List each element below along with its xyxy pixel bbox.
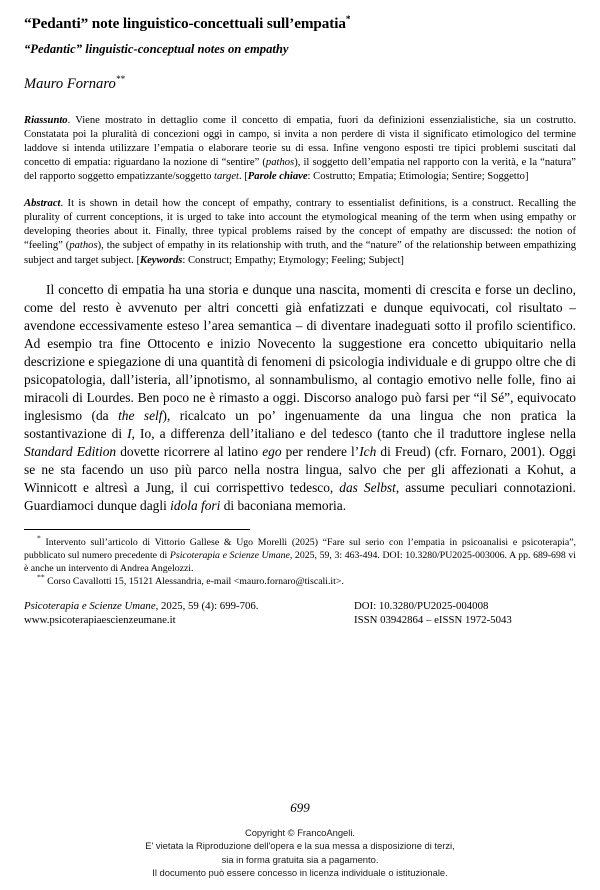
journal-website-row (24, 613, 576, 627)
body-text-8: di baconiana memoria. (220, 497, 347, 513)
abstract-italian-text-2: ), il soggetto dell’empatia nel rapporto con la verità, e la “natura” del rapporto soggetto empatizzante/soggetto (24, 157, 577, 183)
copyright-line-3: sia in forma gratuita sia a pagamento. (221, 853, 379, 865)
copyright-line-2: E' vietata la Riproduzione dell'opera e la sua messa a disposizione di terzi, (145, 840, 455, 852)
author-footnote-marker: ** (115, 73, 125, 84)
body-text-2: ), ricalcato un po’ ingenuamente da una lingua che non pratica la sostantivazione di (24, 407, 576, 441)
page-title (24, 14, 576, 33)
copyright-line-4: Il documento può essere concesso in licenza individuale o istituzionale. (152, 867, 448, 879)
page-content (24, 14, 576, 628)
footnotes-section (24, 533, 576, 588)
footnote-1-marker: * (37, 533, 41, 543)
body-italic-4: ego (262, 443, 282, 459)
footnote-1-journal-name: Psicoterapia e Scienze Umane (169, 549, 290, 561)
journal-website[interactable]: www.psicoterapiaescienzeumane.it (24, 614, 176, 627)
body-italic-5: Ich (359, 443, 377, 459)
abstract-english-text-1: . It is shown in detail how the concept of empathy, contrary to essentialist definitions, is a construct. Recalling the plurality of current conceptions, it is urged to take into account the etymological meaning of the term when using empathy or developing theories about it. Finally, three typical problems raised by the concept of empathy are discussed: the notion of “feeling” ( (24, 198, 576, 252)
subtitle-english (24, 42, 576, 58)
abstract-italian-italic-2: target (214, 171, 239, 183)
footnote-1-text-1: Intervento sull’articolo di Vittorio Gallese & Ugo Morelli (2025) “Fare sul serio con l’empatia in psicoanalisi e psicoterapia”, pubblicato sul numero precedente di (24, 536, 576, 561)
keywords-english-list: : Construct; Empathy; Etymology; Feeling; Subject] (182, 254, 404, 266)
journal-name: Psicoterapia e Scienze Umane (24, 600, 156, 613)
body-paragraph (24, 281, 576, 515)
abstract-italian (24, 114, 576, 184)
footnote-1 (24, 533, 576, 575)
title-english-text: “Pedantic” linguistic-conceptual notes on empathy (24, 42, 289, 56)
author-name: Mauro Fornaro (24, 75, 116, 92)
abstract-english-label: Abstract (24, 198, 61, 210)
footnote-1-text-2: , 2025, 59, 3: 463-494. DOI: 10.3280/PU2025-003006. A pp. 689-698 vi è anche un intervento di Andrea Angelozzi. (24, 549, 576, 574)
abstract-italian-label: Riassunto (24, 115, 68, 127)
journal-issn: ISSN 03942864 – eISSN 1972-5043 (354, 614, 512, 627)
abstract-italian-text-3: . [ (238, 171, 248, 183)
title-italian-text: “Pedanti” note linguistico-concettuali sull’empatia (24, 15, 346, 32)
journal-citation-row (24, 599, 576, 613)
body-italic-3: Standard Edition (24, 443, 117, 459)
journal-citation (24, 599, 354, 613)
body-italic-7: idola fori (170, 497, 221, 513)
footnote-2 (24, 572, 576, 588)
body-italic-2: I (127, 425, 132, 441)
abstract-italian-italic-1: pathos (265, 157, 295, 169)
title-footnote-marker: * (345, 14, 351, 25)
journal-footer (24, 599, 576, 628)
keywords-english-label: Keywords (140, 254, 183, 266)
body-text-5: per rendere l’ (281, 443, 360, 459)
footnote-separator-rule (24, 529, 250, 530)
body-italic-6: das Selbst (339, 479, 396, 495)
footnote-2-marker: ** (37, 572, 45, 582)
body-text-6: di Freud) (cfr. Fornaro, 2001). Oggi se ne sta facendo un uso più parco nella nostra lingua, salvo che per gli affezionati a Kohut, a Winnicott e altresì a Jung, il cui corrispettivo tedesco, (24, 443, 576, 495)
footnote-2-text: Corso Cavallotti 15, 15121 Alessandria, e-mail <mauro.fornaro@tiscali.it>. (44, 576, 344, 587)
abstract-english-italic-1: pathos (69, 240, 98, 252)
body-text-4: dovette ricorrere al latino (116, 443, 263, 459)
copyright-notice (0, 826, 600, 879)
keywords-italian-list: : Costrutto; Empatia; Etimologia; Sentire; Soggetto] (307, 171, 529, 183)
author-byline (24, 73, 576, 94)
body-italic-1: the self (118, 407, 163, 423)
body-text-1: Il concetto di empatia ha una storia e dunque una nascita, momenti di crescita e forse un declino, come del resto è avvenuto per altri concetti già enfatizzati e dunque equivocati, col risultato – avendone eccessivamente esteso l’area semantica – di diventare inadeguati sotto il profilo scientifico. Ad esempio tra fine Ottocento e inizio Novecento la suggestione era concetto ubiquitario nella descrizione e spiegazione di una quantità di fenomeni di psicologia individuale e di gruppo oltre che di psicopatologia, dall’isteria, all’ipnotismo, al sonnambulismo, al contagio emotivo nelle folle, fino ai miracoli di Lourdes. Ben poco ne è rimasto a oggi. Discorso analogo può farsi per “il Sé”, equivocato inglesismo (da (24, 281, 576, 423)
copyright-line-1: Copyright © FrancoAngeli. (244, 827, 356, 838)
abstract-english (24, 197, 576, 267)
abstract-italian-text-1: . Viene mostrato in dettaglio come il concetto di empatia, fuori da definizioni essenzialistiche, sia un costrutto. Constatata poi la pluralità di concezioni oggi in campo, si invita a non perdere di vista il significato etimologico del termine laddove si intenda utilizzare l’empatia o elaborare teorie su di essa. Infine vengono esposti tre tipici problemi suscitati dal concetto di empatia: riguardano la nozione di “sentire” ( (24, 115, 576, 169)
page-number: 699 (290, 800, 310, 815)
abstract-english-text-2: ), the subject of empathy in its relationship with truth, and the “nature” of the relationship between empathizing subject and target subject. [ (24, 240, 576, 266)
body-text-3: , Io, a differenza dell’italiano e del tedesco (tanto che il traduttore inglese nella (131, 425, 576, 441)
body-text-7: , assume peculiari connotazioni. Guardiamoci dunque dagli (24, 479, 576, 513)
keywords-italian-label: Parole chiave (247, 171, 308, 183)
journal-doi: DOI: 10.3280/PU2025-004008 (354, 600, 489, 613)
journal-issue: , 2025, 59 (4): 699-706. (155, 600, 259, 613)
